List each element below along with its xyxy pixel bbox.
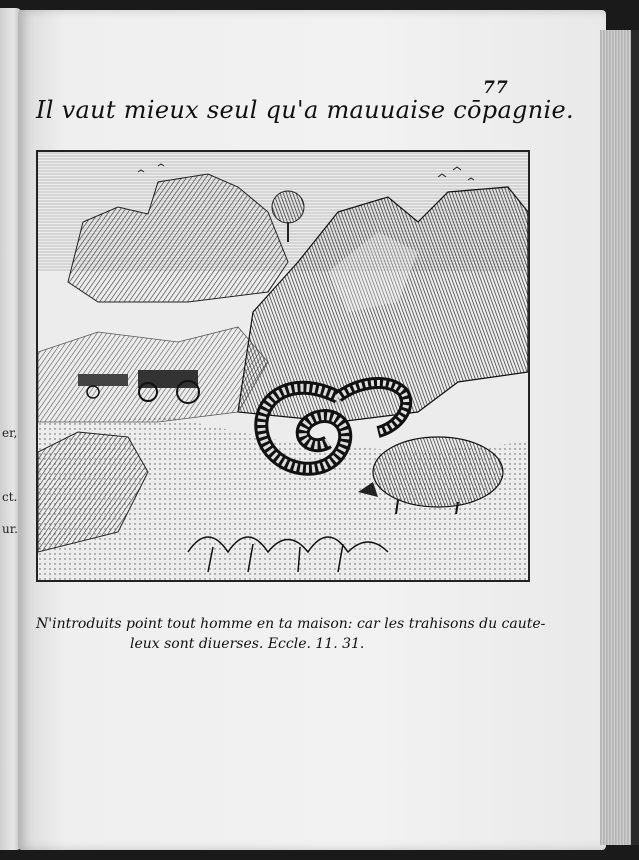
caption-line-2: leux sont diuerses. Eccle. 11. 31. — [130, 636, 365, 652]
left-page-fragment: er, — [2, 426, 18, 440]
page-edges — [600, 30, 639, 845]
left-page-fragment: ct. — [2, 490, 18, 504]
engraving-illustration — [38, 152, 528, 580]
engraving-plate — [36, 150, 530, 582]
page-motto: Il vaut mieux seul qu'a mauuaise cōpagnie. — [36, 96, 574, 124]
left-page-fragment: ur. — [2, 522, 18, 536]
caption-line-1: N'introduits point tout homme en ta maison: car les trahisons du caute- — [36, 616, 546, 632]
page-number: 77 — [483, 78, 509, 98]
